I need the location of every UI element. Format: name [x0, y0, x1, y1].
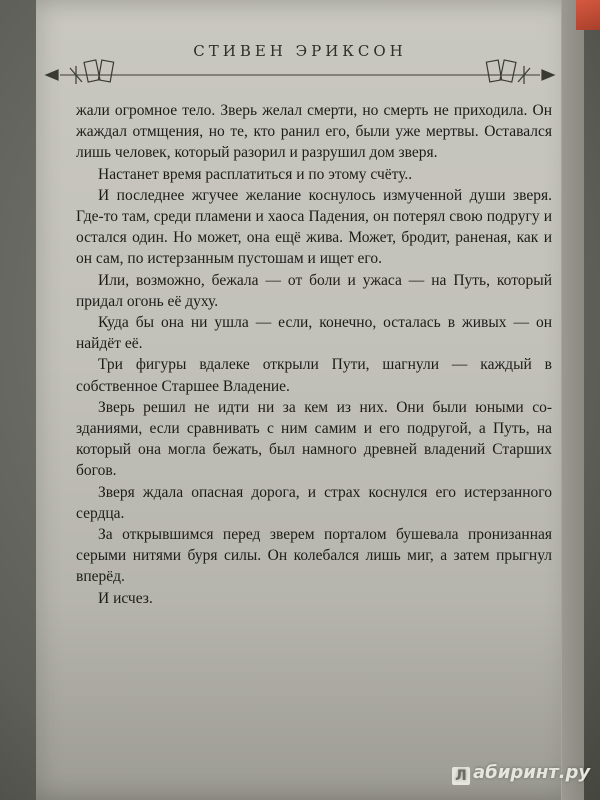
paragraph: Настанет время расплатиться и по этому счёту..: [98, 165, 413, 183]
paragraph: Или, возможно, бежала — от боли и ужаса — на Путь, который придал огонь её духу.: [76, 271, 552, 310]
paragraph: И исчез.: [98, 589, 153, 607]
paragraph: И последнее жгучее желание коснулось измученной души зверя. Где-то там, среди пламени и хаоса Падения, он потерял свою подругу и остался один. Но может, она ещё жива. Может, бродит, раненая, как и он сам, по истерзанным пустошам и ищет его.: [76, 186, 552, 268]
paragraph: Три фигуры вдалеке открыли Пути, шагнули — каждый в собственное Старшее Владение.: [76, 356, 552, 395]
page-edge: [561, 0, 584, 800]
paragraph: Куда бы она ни ушла — если, конечно, осталась в живых — он найдёт её.: [76, 314, 552, 353]
body-text: [76, 100, 552, 609]
paragraph: жали огромное тело. Зверь желал смерти, но смерть не приходила. Он жаждал отмщения, но те, кто ранил его, были уже мертвы. Оставался лишь человек, который разорил и разрушил дом зверя.: [76, 102, 552, 162]
paragraph: Зверь решил не идти ни за кем из них. Они были юными созданиями, если сравнивать с ним самим и его подругой, а Путь, на который она могла бежать, был намного древней владений Старших богов.: [76, 398, 552, 480]
left-ornament-icon: [46, 60, 114, 84]
labirint-logo-icon: Л: [452, 767, 470, 785]
paragraph: За открывшимся перед зверем порталом бушевала пронизанная серыми нитями буря силы. Он колебался лишь миг, а затем прыгнул вперёд.: [76, 526, 552, 586]
background-cloth: [576, 0, 600, 30]
paragraph: Зверя ждала опасная дорога, и страх коснулся его истерзанного сердца.: [76, 483, 552, 522]
running-header: СТИВЕН ЭРИКСОН: [193, 42, 407, 60]
header-ornament: [40, 58, 560, 88]
watermark-text: абиринт.ру: [473, 762, 591, 783]
watermark: [452, 762, 590, 785]
right-ornament-icon: [486, 60, 554, 84]
